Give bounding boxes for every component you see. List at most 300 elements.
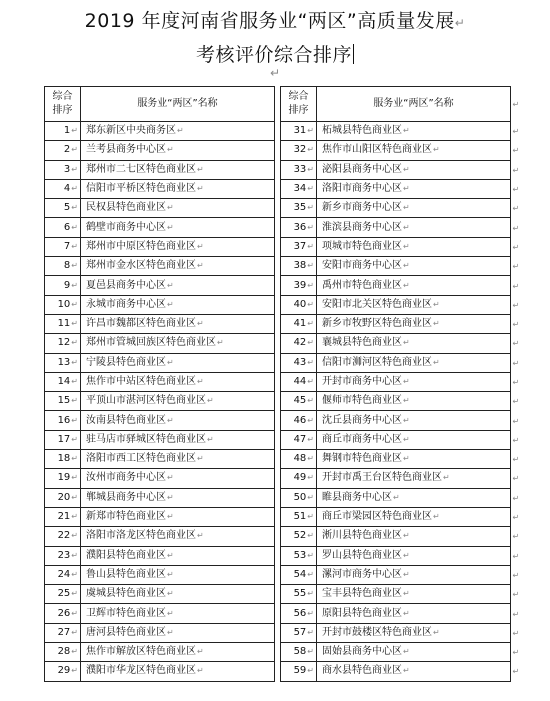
- return-mark-icon: ↵: [307, 569, 314, 579]
- return-mark-icon: ↵: [307, 608, 314, 618]
- zone-name-cell: 兰考县商务中心区↵: [81, 141, 275, 160]
- rank-column-header: 综合 排序: [281, 87, 317, 122]
- return-mark-icon: ↵: [71, 319, 78, 329]
- zone-name-cell: 信阳市平桥区特色商业区↵: [81, 179, 275, 198]
- zone-name-cell: 开封市商务中心区↵: [317, 372, 511, 391]
- table-row: [45, 141, 275, 160]
- table-row: [281, 141, 511, 160]
- table-row: [45, 450, 275, 469]
- return-mark-icon: ↵: [167, 415, 174, 425]
- zone-name-cell: 虞城县特色商业区↵: [81, 585, 275, 604]
- rank-cell: 34↵: [281, 179, 317, 198]
- rank-cell: 29↵: [45, 662, 81, 681]
- rank-cell: 25↵: [45, 585, 81, 604]
- rank-cell: 32↵: [281, 141, 317, 160]
- zone-name-cell: 许昌市魏都区特色商业区↵: [81, 314, 275, 333]
- rank-cell: 38↵: [281, 257, 317, 276]
- rank-cell: 57↵: [281, 623, 317, 642]
- return-mark-icon: ↵: [197, 184, 204, 194]
- zone-name-cell: 卫辉市特色商业区↵: [81, 604, 275, 623]
- return-mark-icon: ↵: [167, 589, 174, 599]
- return-mark-icon: ↵: [307, 396, 314, 406]
- rank-cell: 14↵: [45, 372, 81, 391]
- zone-name-cell: 平顶山市湛河区特色商业区↵: [81, 392, 275, 411]
- return-mark-icon: ↵: [71, 280, 78, 290]
- return-mark-icon: ↵: [197, 261, 204, 271]
- return-mark-icon: ↵: [167, 492, 174, 502]
- table-row: [281, 334, 511, 353]
- return-mark-icon: ↵: [71, 454, 78, 464]
- return-mark-icon: ↵: [403, 164, 410, 174]
- rank-cell: 36↵: [281, 218, 317, 237]
- table-row: [281, 411, 511, 430]
- row-end-mark-icon: ↵: [512, 358, 520, 368]
- return-mark-icon: ↵: [307, 512, 314, 522]
- table-row: [281, 237, 511, 256]
- rank-cell: 20↵: [45, 488, 81, 507]
- return-mark-icon: ↵: [403, 454, 410, 464]
- table-row: [45, 179, 275, 198]
- rank-cell: 37↵: [281, 237, 317, 256]
- return-mark-icon: ↵: [217, 338, 224, 348]
- text-cursor: [353, 44, 354, 64]
- zone-name-cell: 焦作市山阳区特色商业区↵: [317, 141, 511, 160]
- return-mark-icon: ↵: [403, 550, 410, 560]
- rank-cell: 41↵: [281, 314, 317, 333]
- zone-name-cell: 固始县商务中心区↵: [317, 643, 511, 662]
- rank-cell: 15↵: [45, 392, 81, 411]
- return-mark-icon: ↵: [71, 415, 78, 425]
- rank-cell: 12↵: [45, 334, 81, 353]
- rank-cell: 22↵: [45, 527, 81, 546]
- return-mark-icon: ↵: [403, 222, 410, 232]
- return-mark-icon: ↵: [403, 184, 410, 194]
- zone-name-cell: 宝丰县特色商业区↵: [317, 585, 511, 604]
- zone-name-cell: 鲁山县特色商业区↵: [81, 565, 275, 584]
- zone-name-cell: 襄城县特色商业区↵: [317, 334, 511, 353]
- row-end-mark-icon: ↵: [512, 416, 520, 426]
- rank-cell: 1↵: [45, 122, 81, 141]
- return-mark-icon: ↵: [307, 377, 314, 386]
- rank-cell: 48↵: [281, 450, 317, 469]
- rank-cell: 24↵: [45, 565, 81, 584]
- zone-name-cell: 睢县商务中心区↵: [317, 488, 511, 507]
- return-mark-icon: ↵: [403, 569, 410, 579]
- table-row: [45, 546, 275, 565]
- return-mark-icon: ↵: [307, 473, 314, 483]
- return-mark-icon: ↵: [403, 203, 410, 213]
- name-column-header: 服务业“两区”名称: [81, 87, 275, 122]
- zone-name-cell: 安阳市商务中心区↵: [317, 257, 511, 276]
- rank-column-header: 综合 排序: [45, 87, 81, 122]
- zone-name-cell: 偃师市特色商业区↵: [317, 392, 511, 411]
- return-mark-icon: ↵: [403, 434, 410, 444]
- rank-cell: 4↵: [45, 179, 81, 198]
- return-mark-icon: ↵: [71, 608, 78, 618]
- return-mark-icon: ↵: [403, 396, 410, 406]
- zone-name-cell: 宁陵县特色商业区↵: [81, 353, 275, 372]
- rank-cell: 59↵: [281, 662, 317, 681]
- rank-cell: 31↵: [281, 122, 317, 141]
- return-mark-icon: ↵: [71, 377, 78, 386]
- return-mark-icon: ↵: [433, 357, 440, 367]
- return-mark-icon: ↵: [71, 666, 78, 676]
- return-mark-icon: ↵: [71, 473, 78, 483]
- rank-cell: 6↵: [45, 218, 81, 237]
- return-mark-icon: ↵: [307, 338, 314, 348]
- zone-name-cell: 柘城县特色商业区↵: [317, 122, 511, 141]
- zone-name-cell: 新郑市特色商业区↵: [81, 507, 275, 526]
- row-end-mark-icon: ↵: [512, 339, 520, 349]
- rank-cell: 35↵: [281, 199, 317, 218]
- return-mark-icon: ↵: [443, 473, 450, 483]
- return-mark-icon: ↵: [307, 145, 314, 155]
- rank-cell: 27↵: [45, 623, 81, 642]
- table-row: [45, 392, 275, 411]
- return-mark-icon: ↵: [197, 647, 204, 657]
- table-row: [45, 643, 275, 662]
- zone-name-cell: 开封市鼓楼区特色商业区↵: [317, 623, 511, 642]
- rank-cell: 7↵: [45, 237, 81, 256]
- zone-name-cell: 民权县特色商业区↵: [81, 199, 275, 218]
- table-row: [281, 469, 511, 488]
- document-title-line2[interactable]: 考核评价综合排序: [195, 44, 352, 66]
- ranking-table-right: [280, 86, 511, 682]
- return-mark-icon: ↵: [167, 203, 174, 213]
- rank-cell: 2↵: [45, 141, 81, 160]
- return-mark-icon: ↵: [71, 627, 78, 637]
- table-row: [281, 295, 511, 314]
- rank-cell: 5↵: [45, 199, 81, 218]
- table-row: [45, 218, 275, 237]
- return-mark-icon: ↵: [307, 280, 314, 290]
- zone-name-cell: 郑州市管城回族区特色商业区↵: [81, 334, 275, 353]
- zone-name-cell: 汝南县特色商业区↵: [81, 411, 275, 430]
- rank-cell: 47↵: [281, 430, 317, 449]
- return-mark-icon: ↵: [403, 531, 410, 541]
- return-mark-icon: ↵: [207, 396, 214, 406]
- return-mark-icon: ↵: [71, 184, 78, 194]
- return-mark-icon: ↵: [167, 145, 174, 155]
- ranking-table-left: [44, 86, 275, 682]
- table-row: [281, 450, 511, 469]
- return-mark-icon: ↵: [393, 492, 400, 502]
- table-row: [281, 662, 511, 681]
- rank-cell: 40↵: [281, 295, 317, 314]
- return-mark-icon: ↵: [167, 280, 174, 290]
- rank-cell: 10↵: [45, 295, 81, 314]
- return-mark-icon: ↵: [403, 126, 410, 136]
- return-mark-icon: ↵: [71, 222, 78, 232]
- table-row: [281, 372, 511, 391]
- row-end-mark-icon: ↵: [512, 100, 520, 109]
- return-mark-icon: ↵: [167, 222, 174, 232]
- zone-name-cell: 商丘市梁园区特色商业区↵: [317, 507, 511, 526]
- return-mark-icon: ↵: [197, 319, 204, 329]
- rank-cell: 21↵: [45, 507, 81, 526]
- zone-name-cell: 鹤壁市商务中心区↵: [81, 218, 275, 237]
- return-mark-icon: ↵: [197, 377, 204, 386]
- table-row: [281, 546, 511, 565]
- row-end-mark-icon: ↵: [512, 378, 520, 387]
- table-row: [45, 237, 275, 256]
- table-row: [45, 430, 275, 449]
- table-row: [45, 199, 275, 218]
- row-end-mark-icon: ↵: [512, 609, 520, 619]
- table-row: [45, 585, 275, 604]
- table-row: [281, 160, 511, 179]
- rank-cell: 19↵: [45, 469, 81, 488]
- table-row: [281, 179, 511, 198]
- return-mark-icon: ↵: [307, 184, 314, 194]
- document-title-line1: 2019 年度河南省服务业“两区”高质量发展↵: [84, 10, 466, 32]
- return-mark-icon: ↵: [197, 666, 204, 676]
- return-mark-icon: ↵: [307, 126, 314, 136]
- table-row: [45, 160, 275, 179]
- return-mark-icon: ↵: [307, 241, 314, 251]
- row-end-mark-icon: ↵: [512, 165, 520, 175]
- rank-cell: 8↵: [45, 257, 81, 276]
- return-mark-icon: ↵: [307, 627, 314, 637]
- table-row: [45, 257, 275, 276]
- zone-name-cell: 淅川县特色商业区↵: [317, 527, 511, 546]
- row-end-mark-icon: ↵: [512, 628, 520, 638]
- return-mark-icon: ↵: [71, 492, 78, 502]
- return-mark-icon: ↵: [207, 434, 214, 444]
- zone-name-cell: 项城市特色商业区↵: [317, 237, 511, 256]
- row-end-mark-icon: ↵: [512, 242, 520, 252]
- table-row: [281, 643, 511, 662]
- table-row: [45, 295, 275, 314]
- rank-cell: 11↵: [45, 314, 81, 333]
- return-mark-icon: ↵: [71, 550, 78, 560]
- table-row: [45, 662, 275, 681]
- table-row: [45, 507, 275, 526]
- row-end-mark-icon: ↵: [512, 667, 520, 677]
- return-mark-icon: ↵: [177, 126, 184, 136]
- zone-name-cell: 淮滨县商务中心区↵: [317, 218, 511, 237]
- zone-name-cell: 驻马店市驿城区特色商业区↵: [81, 430, 275, 449]
- rank-cell: 17↵: [45, 430, 81, 449]
- table-row: [45, 122, 275, 141]
- rank-cell: 39↵: [281, 276, 317, 295]
- rank-cell: 51↵: [281, 507, 317, 526]
- row-end-mark-icon: ↵: [512, 455, 520, 465]
- zone-name-cell: 新乡市牧野区特色商业区↵: [317, 314, 511, 333]
- zone-name-cell: 泌阳县商务中心区↵: [317, 160, 511, 179]
- row-end-mark-icon: ↵: [512, 397, 520, 407]
- return-mark-icon: ↵: [71, 126, 78, 136]
- return-mark-icon: ↵: [167, 550, 174, 560]
- zone-name-cell: 商丘市商务中心区↵: [317, 430, 511, 449]
- table-row: [281, 392, 511, 411]
- table-header-row: [45, 87, 275, 122]
- return-mark-icon: ↵: [307, 164, 314, 174]
- table-row: [281, 507, 511, 526]
- return-mark-icon: ↵: [454, 16, 466, 30]
- return-mark-icon: ↵: [403, 589, 410, 599]
- return-mark-icon: ↵: [307, 415, 314, 425]
- table-row: [281, 565, 511, 584]
- zone-name-cell: 汝州市商务中心区↵: [81, 469, 275, 488]
- rank-cell: 46↵: [281, 411, 317, 430]
- rank-cell: 28↵: [45, 643, 81, 662]
- zone-name-cell: 开封市禹王台区特色商业区↵: [317, 469, 511, 488]
- zone-name-cell: 洛阳市西工区特色商业区↵: [81, 450, 275, 469]
- table-row: [45, 604, 275, 623]
- name-column-header: 服务业“两区”名称: [317, 87, 511, 122]
- rank-cell: 26↵: [45, 604, 81, 623]
- rank-cell: 49↵: [281, 469, 317, 488]
- return-mark-icon: ↵: [71, 203, 78, 213]
- return-mark-icon: ↵: [403, 280, 410, 290]
- return-mark-icon: ↵: [71, 434, 78, 444]
- row-end-mark-icon: ↵: [512, 513, 520, 523]
- return-mark-icon: ↵: [307, 434, 314, 444]
- return-mark-icon: ↵: [307, 666, 314, 676]
- rank-cell: 16↵: [45, 411, 81, 430]
- return-mark-icon: ↵: [403, 608, 410, 618]
- return-mark-icon: ↵: [307, 222, 314, 232]
- table-row: [45, 334, 275, 353]
- rank-cell: 13↵: [45, 353, 81, 372]
- return-mark-icon: ↵: [71, 299, 78, 309]
- table-row: [45, 623, 275, 642]
- row-end-mark-icon: ↵: [512, 570, 520, 580]
- rank-cell: 18↵: [45, 450, 81, 469]
- return-mark-icon: ↵: [167, 299, 174, 309]
- return-mark-icon: ↵: [307, 454, 314, 464]
- zone-name-cell: 焦作市解放区特色商业区↵: [81, 643, 275, 662]
- return-mark-icon: ↵: [71, 164, 78, 174]
- zone-name-cell: 洛阳市洛龙区特色商业区↵: [81, 527, 275, 546]
- return-mark-icon: ↵: [307, 261, 314, 271]
- row-end-mark-icon: ↵: [512, 185, 520, 195]
- zone-name-cell: 安阳市北关区特色商业区↵: [317, 295, 511, 314]
- zone-name-cell: 濮阳县特色商业区↵: [81, 546, 275, 565]
- row-end-mark-icon: ↵: [512, 300, 520, 310]
- zone-name-cell: 罗山县特色商业区↵: [317, 546, 511, 565]
- return-mark-icon: ↵: [71, 357, 78, 367]
- row-end-mark-icon: ↵: [512, 262, 520, 272]
- zone-name-cell: 新乡市商务中心区↵: [317, 199, 511, 218]
- return-mark-icon: ↵: [71, 512, 78, 522]
- return-mark-icon: ↵: [307, 203, 314, 213]
- zone-name-cell: 郑州市中原区特色商业区↵: [81, 237, 275, 256]
- return-mark-icon: ↵: [307, 492, 314, 502]
- return-mark-icon: ↵: [167, 608, 174, 618]
- table-row: [45, 527, 275, 546]
- rank-cell: 23↵: [45, 546, 81, 565]
- return-mark-icon: ↵: [197, 164, 204, 174]
- table-row: [45, 565, 275, 584]
- table-row: [281, 623, 511, 642]
- zone-name-cell: 郑州市二七区特色商业区↵: [81, 160, 275, 179]
- return-mark-icon: ↵: [403, 647, 410, 657]
- table-row: [281, 604, 511, 623]
- return-mark-icon: ↵: [307, 550, 314, 560]
- row-end-mark-icon: ↵: [512, 648, 520, 658]
- row-end-mark-icon: ↵: [512, 435, 520, 445]
- row-end-mark-icon: ↵: [512, 474, 520, 484]
- return-mark-icon: ↵: [71, 569, 78, 579]
- zone-name-cell: 禹州市特色商业区↵: [317, 276, 511, 295]
- rank-cell: 9↵: [45, 276, 81, 295]
- return-mark-icon: ↵: [71, 531, 78, 541]
- return-mark-icon: ↵: [433, 319, 440, 329]
- return-mark-icon: ↵: [403, 241, 410, 251]
- table-row: [281, 585, 511, 604]
- zone-name-cell: 洛阳市商务中心区↵: [317, 179, 511, 198]
- return-mark-icon: ↵: [403, 338, 410, 348]
- return-mark-icon: ↵: [307, 357, 314, 367]
- row-end-mark-icon: ↵: [512, 146, 520, 156]
- rank-cell: 44↵: [281, 372, 317, 391]
- rank-cell: 58↵: [281, 643, 317, 662]
- table-row: [281, 122, 511, 141]
- rank-cell: 55↵: [281, 585, 317, 604]
- return-mark-icon: ↵: [307, 531, 314, 541]
- table-row: [281, 314, 511, 333]
- return-mark-icon: ↵: [403, 666, 410, 676]
- rank-cell: 45↵: [281, 392, 317, 411]
- zone-name-cell: 焦作市中站区特色商业区↵: [81, 372, 275, 391]
- row-end-mark-icon: ↵: [512, 590, 520, 600]
- return-mark-icon: ↵: [433, 512, 440, 522]
- zone-name-cell: 漯河市商务中心区↵: [317, 565, 511, 584]
- return-mark-icon: ↵: [167, 357, 174, 367]
- row-end-mark-icon: ↵: [512, 223, 520, 233]
- table-row: [281, 199, 511, 218]
- return-mark-icon: ↵: [403, 377, 410, 386]
- return-mark-icon: ↵: [433, 145, 440, 155]
- row-end-mark-icon: ↵: [512, 127, 520, 137]
- zone-name-cell: 夏邑县商务中心区↵: [81, 276, 275, 295]
- table-row: [281, 218, 511, 237]
- return-mark-icon: ↵: [403, 415, 410, 425]
- table-row: [281, 430, 511, 449]
- rank-cell: 53↵: [281, 546, 317, 565]
- zone-name-cell: 濮阳市华龙区特色商业区↵: [81, 662, 275, 681]
- table-row: [281, 276, 511, 295]
- table-row: [45, 488, 275, 507]
- return-mark-icon: ↵: [167, 473, 174, 483]
- return-mark-icon: ↵: [197, 531, 204, 541]
- rank-cell: 54↵: [281, 565, 317, 584]
- rank-cell: 50↵: [281, 488, 317, 507]
- rank-cell: 42↵: [281, 334, 317, 353]
- rank-cell: 43↵: [281, 353, 317, 372]
- row-end-mark-icon: ↵: [512, 320, 520, 330]
- return-mark-icon: ↵: [71, 338, 78, 348]
- zone-name-cell: 沈丘县商务中心区↵: [317, 411, 511, 430]
- zone-name-cell: 舞钢市特色商业区↵: [317, 450, 511, 469]
- table-row: [281, 488, 511, 507]
- table-header-row: [281, 87, 511, 122]
- table-row: [45, 353, 275, 372]
- paragraph-mark-icon: ↵: [270, 66, 281, 80]
- table-row: [45, 411, 275, 430]
- table-row: [281, 527, 511, 546]
- return-mark-icon: ↵: [167, 627, 174, 637]
- row-end-mark-icon: ↵: [512, 551, 520, 561]
- return-mark-icon: ↵: [197, 241, 204, 251]
- table-row: [45, 372, 275, 391]
- rank-cell: 3↵: [45, 160, 81, 179]
- zone-name-cell: 郸城县商务中心区↵: [81, 488, 275, 507]
- zone-name-cell: 信阳市浉河区特色商业区↵: [317, 353, 511, 372]
- return-mark-icon: ↵: [71, 145, 78, 155]
